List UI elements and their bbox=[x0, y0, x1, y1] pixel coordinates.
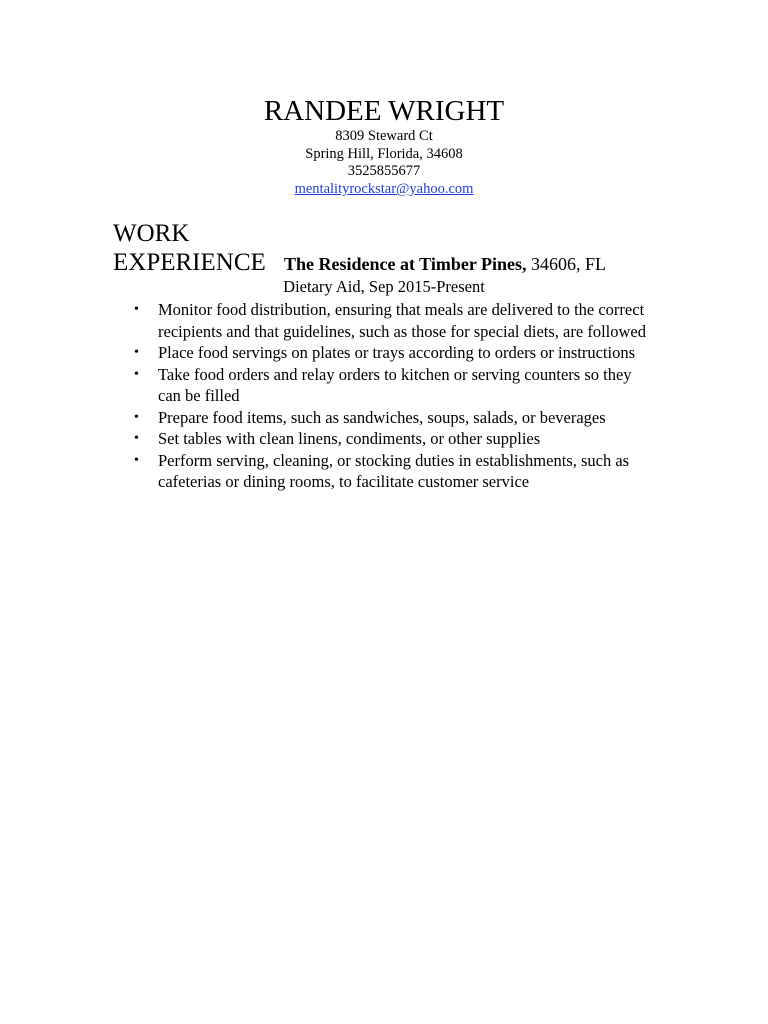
candidate-name: RANDEE WRIGHT bbox=[263, 95, 505, 127]
duty-item bbox=[0, 299, 768, 342]
duty-item bbox=[0, 364, 768, 407]
bullet-icon: • bbox=[134, 431, 139, 446]
duty-text: Perform serving, cleaning, or stocking duties in establishments, such as cafeterias or dining rooms, to facilitate customer service bbox=[158, 450, 630, 491]
job-role-dates: Dietary Aid, Sep 2015-Present bbox=[283, 277, 485, 296]
contact-phone: 3525855677 bbox=[347, 163, 421, 179]
contact-city: Spring Hill, Florida, 34608 bbox=[305, 146, 463, 162]
duty-text: Take food orders and relay orders to kitchen or serving counters so they can be filled bbox=[158, 364, 632, 405]
bullet-icon: • bbox=[134, 302, 139, 317]
bullet-icon: • bbox=[134, 409, 139, 425]
duty-text: Prepare food items, such as sandwiches, soups, salads, or beverages bbox=[158, 407, 606, 427]
contact-street: 8309 Steward Ct bbox=[335, 128, 433, 144]
bullet-icon: • bbox=[134, 366, 139, 382]
bullet-icon: • bbox=[134, 452, 139, 468]
duty-item bbox=[0, 450, 768, 493]
duty-text: Set tables with clean linens, condiments, or other supplies bbox=[158, 429, 541, 448]
duty-item bbox=[0, 407, 768, 429]
duty-text: Place food servings on plates or trays according to orders or instructions bbox=[158, 343, 636, 362]
employer-location: 34606, FL bbox=[526, 254, 607, 274]
section-heading-experience: EXPERIENCE bbox=[113, 249, 266, 276]
duty-text: Monitor food distribution, ensuring that meals are delivered to the correct recipients and that guidelines, such as those for special diets, are followed bbox=[158, 300, 646, 341]
email-link[interactable]: mentalityrockstar@yahoo.com bbox=[294, 181, 474, 197]
bullet-icon: • bbox=[134, 345, 139, 360]
employer-name: The Residence at Timber Pines, bbox=[284, 254, 527, 274]
duty-item bbox=[0, 428, 768, 450]
duty-item bbox=[0, 342, 768, 364]
employer-line bbox=[284, 253, 606, 275]
duties-list bbox=[0, 299, 768, 493]
contact-email-line bbox=[0, 181, 768, 198]
section-heading-work: WORK bbox=[113, 220, 190, 247]
